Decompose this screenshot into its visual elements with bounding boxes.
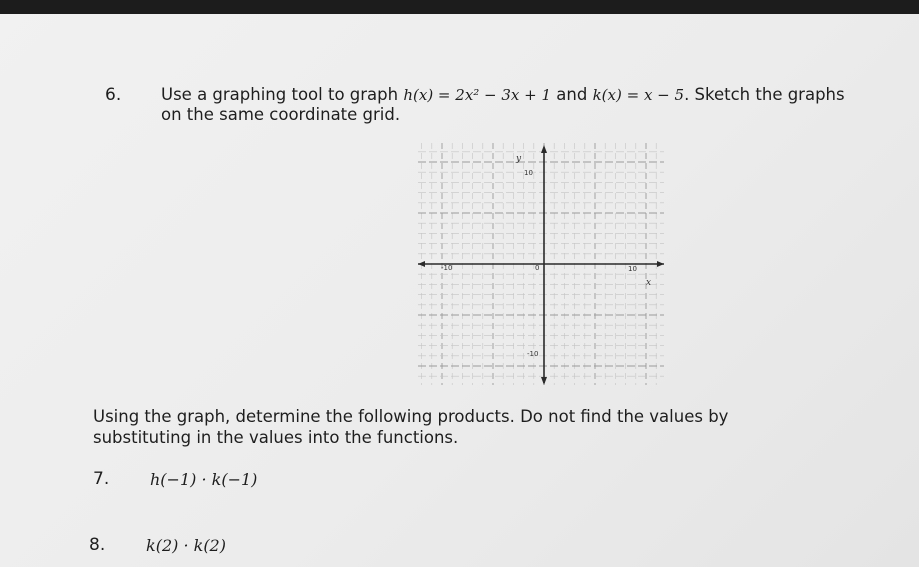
top-edge-shadow — [0, 0, 919, 14]
problem-6-number: 6. — [105, 85, 122, 105]
h-function-definition: h(x) = 2x² − 3x + 1 — [403, 86, 552, 104]
problem-6-and: and — [556, 85, 588, 104]
x-axis-label: x — [646, 278, 652, 288]
origin-label: 0 — [535, 264, 540, 272]
y-max-label: 10 — [524, 169, 533, 177]
problem-6-line-1 — [161, 85, 845, 104]
y-axis-label: y — [516, 154, 522, 164]
problem-6-line-2: on the same coordinate grid. — [161, 105, 401, 124]
instructions-line-2: substituting in the values into the functions. — [93, 428, 459, 447]
problem-8-number: 8. — [89, 535, 106, 555]
grid-svg — [418, 143, 664, 385]
x-max-label: 10 — [628, 265, 637, 273]
y-axis-arrow-down — [541, 377, 547, 385]
instructions-line-1: Using the graph, determine the following products. Do not find the values by — [93, 407, 729, 426]
problem-7-number: 7. — [93, 469, 110, 489]
coordinate-grid — [418, 143, 664, 385]
problem-7-expression: h(−1) · k(−1) — [150, 470, 258, 489]
k-function-definition: k(x) = x − 5 — [592, 86, 685, 104]
problem-8-expression: k(2) · k(2) — [146, 536, 226, 555]
problem-6-intro: Use a graphing tool to graph — [161, 85, 399, 104]
x-min-label: -10 — [441, 264, 453, 272]
x-axis-arrow-right — [657, 261, 664, 267]
y-axis-arrow-up — [541, 145, 547, 153]
y-min-label: -10 — [527, 350, 539, 358]
problem-6-tail: . Sketch the graphs — [684, 85, 845, 104]
